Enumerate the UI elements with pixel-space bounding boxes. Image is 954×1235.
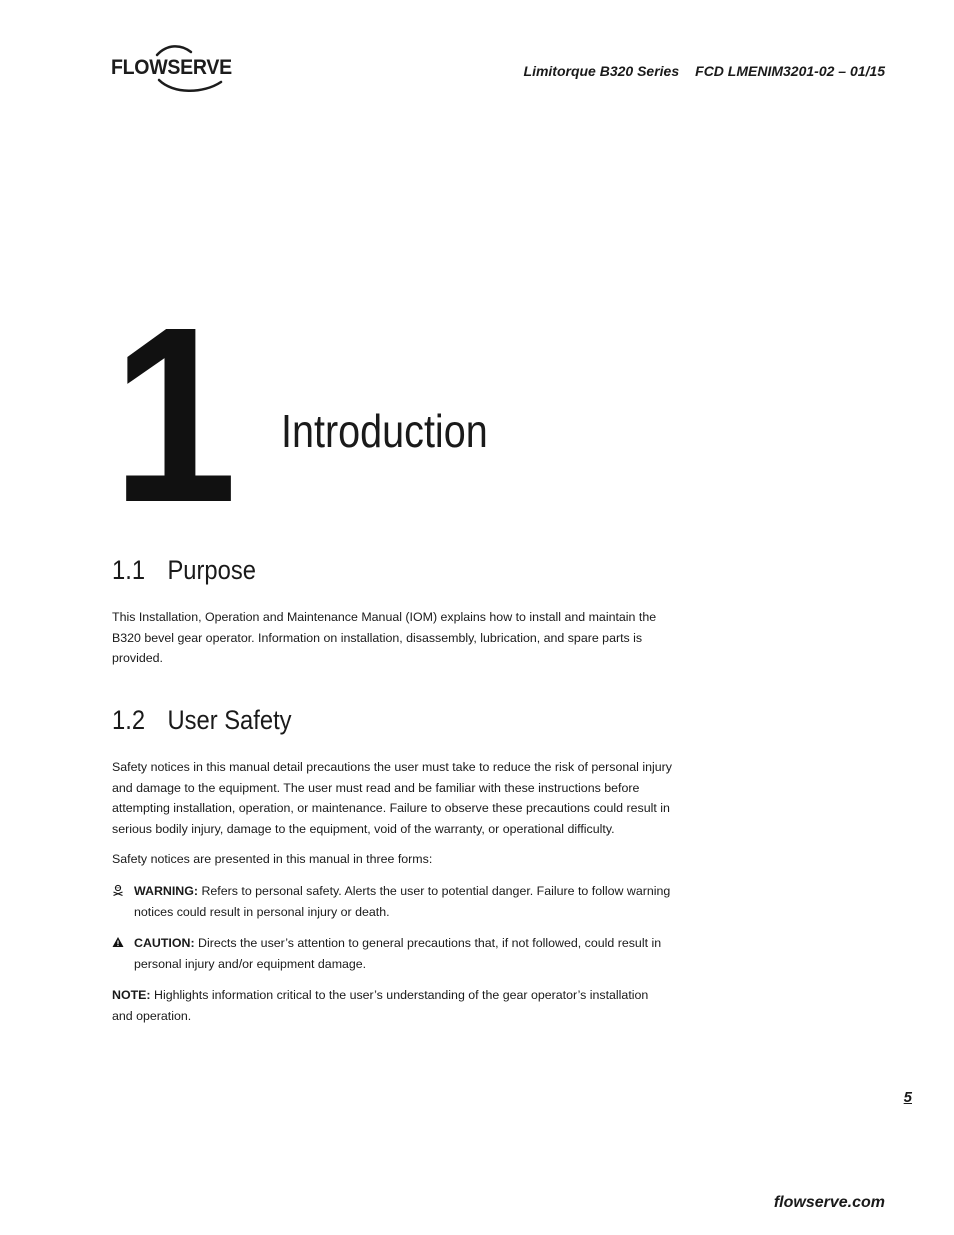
caution-label: CAUTION: (134, 936, 195, 950)
purpose-paragraph: This Installation, Operation and Maintenance Manual (IOM) explains how to install and maintain the B320 bevel gear operator. Information on installation, disassembly, lubrication, and spare parts is provided. (112, 610, 657, 665)
warning-text: Refers to personal safety. Alerts the user to potential danger. Failure to follow warning notices could result in personal injury or death. (134, 884, 671, 919)
logo-text: FLOWSERVE (111, 56, 232, 79)
section-title: User Safety (167, 705, 292, 735)
warning-notice (112, 881, 672, 922)
section-number: 1.2 (112, 705, 146, 735)
section-title: Purpose (167, 555, 256, 585)
note-text: Highlights information critical to the user’s understanding of the gear operator’s installation and operation. (112, 988, 649, 1023)
note-label: NOTE: (112, 988, 151, 1002)
page-number: 5 (903, 1089, 912, 1106)
warning-label: WARNING: (134, 884, 199, 898)
header-product: Limitorque B320 Series (523, 63, 680, 79)
caution-notice (112, 933, 672, 974)
section-heading-user-safety (112, 705, 292, 736)
section-heading-purpose (112, 555, 256, 586)
note-notice (112, 985, 652, 1026)
warning-triangle-icon (112, 936, 124, 948)
flowserve-logo (111, 42, 247, 94)
safety-paragraph: Safety notices in this manual detail precautions the user must take to reduce the risk of personal injury and damage to the equipment. The user must read and be familiar with these instructions before attempting installation, operation, or maintenance. Failure to observe these precautions could result in serious bodily injury, damage to the equipment, void of the warranty, or operational difficulty. (112, 760, 672, 836)
safety-forms-intro: Safety notices are presented in this manual in three forms: (112, 852, 433, 866)
chapter-number: 1 (112, 275, 229, 554)
header-doc-info (524, 63, 885, 79)
header-doc-code: FCD LMENIM3201-02 – 01/15 (695, 63, 885, 79)
chapter-title: Introduction (281, 405, 488, 457)
skull-crossbones-icon (112, 884, 124, 896)
footer-url[interactable]: flowserve.com (773, 1194, 885, 1211)
section-number: 1.1 (112, 555, 146, 585)
caution-text: Directs the user’s attention to general precautions that, if not followed, could result in personal injury and/or equipment damage. (134, 936, 662, 971)
